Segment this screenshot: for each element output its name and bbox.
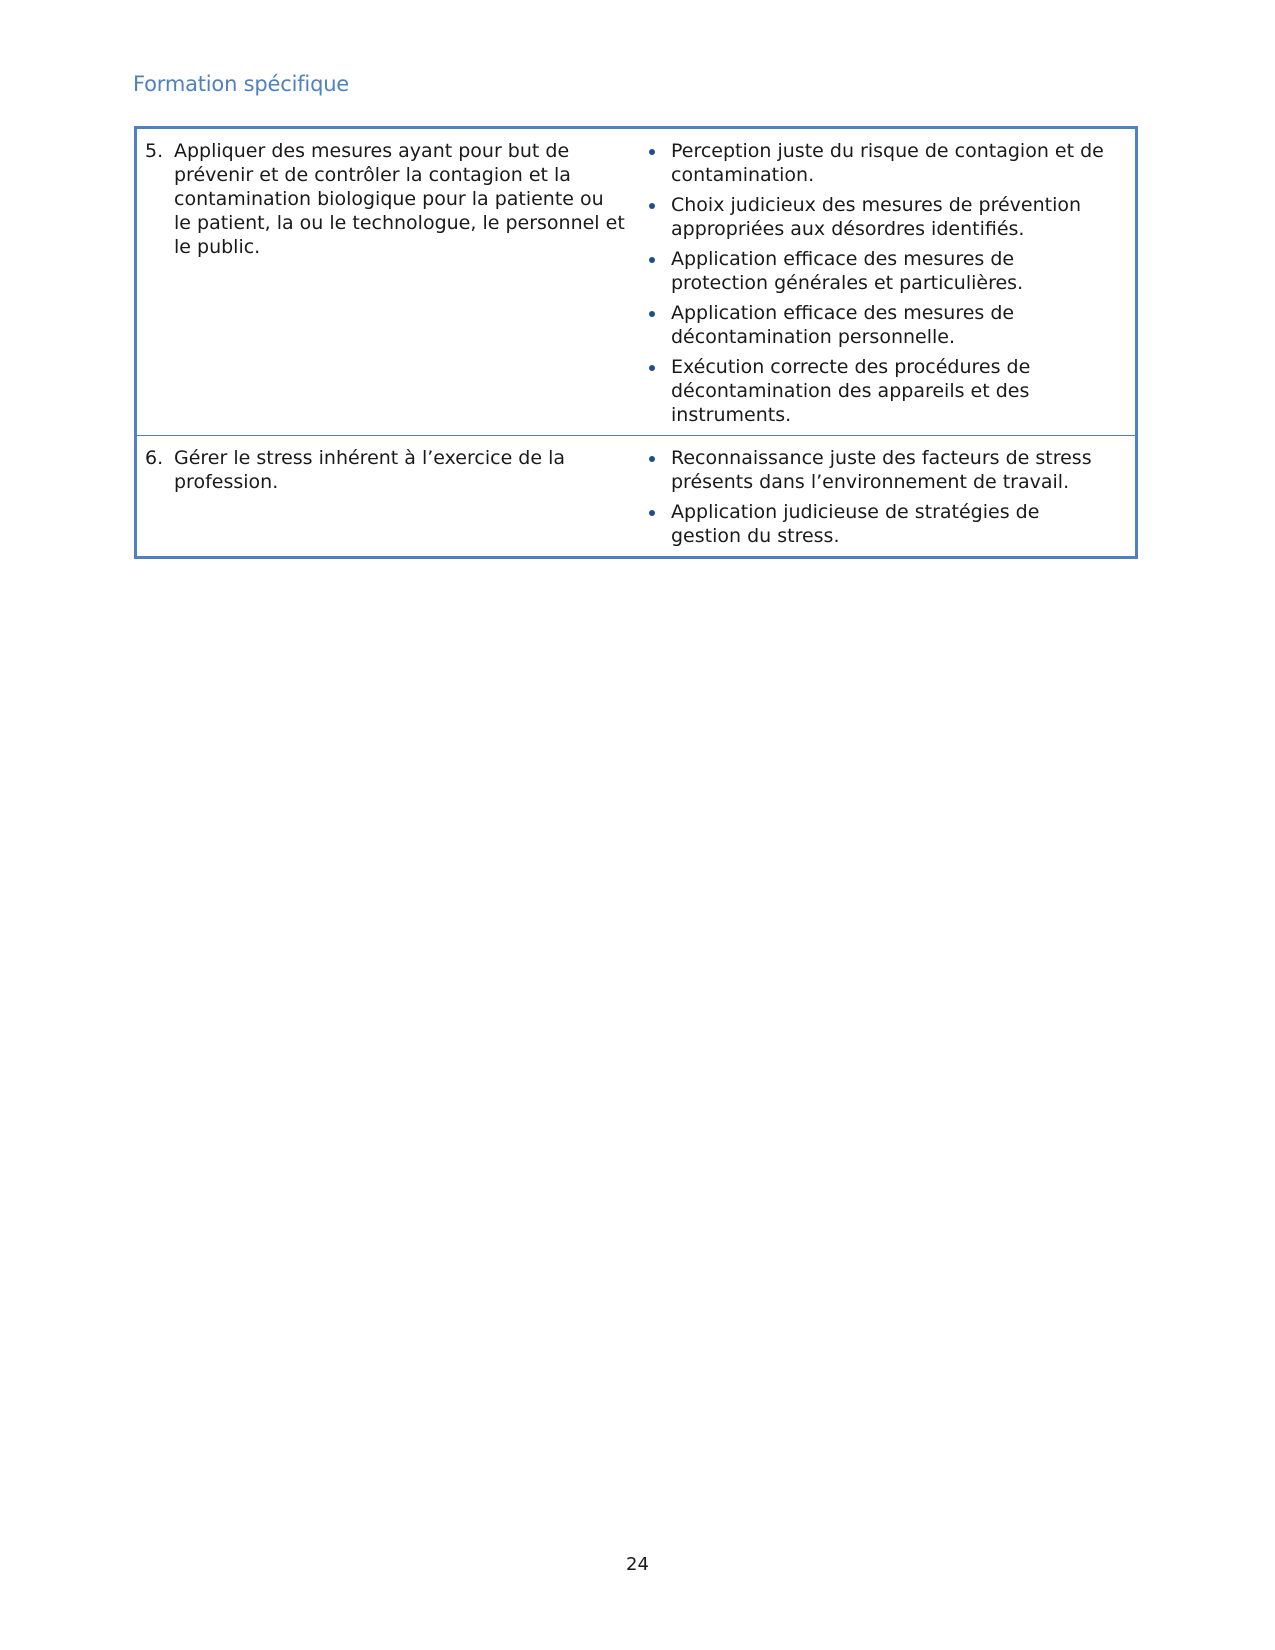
criterion-text: Application efficace des mesures de protection générales et particulières. [671,248,1024,294]
list-item [637,301,1115,349]
bullet-icon [637,446,671,494]
bullet-icon [637,500,671,548]
list-item [637,193,1115,241]
list-item [637,500,1115,548]
table-row [137,129,1135,435]
competence-cell [137,129,637,435]
criterion-text: Application efficace des mesures de décontamination personnelle. [671,302,1015,348]
list-item [637,247,1115,295]
competence-text: Appliquer des mesures ayant pour but de prévenir et de contrôler la contagion et la contamination biologique pour la patiente ou le patient, la ou le technologue, le personnel et le public. [174,140,625,258]
bullet-icon [637,355,671,427]
bullet-icon [637,193,671,241]
competency-table [134,126,1138,559]
criterion-text: Exécution correcte des procédures de décontamination des appareils et des instruments. [671,356,1031,426]
list-item [637,355,1115,427]
competence-number: 6. [145,447,164,469]
criteria-cell [637,129,1135,435]
list-item [637,139,1115,187]
bullet-icon [637,247,671,295]
competence-text: Gérer le stress inhérent à l’exercice de la profession. [174,447,566,493]
criterion-text: Reconnaissance juste des facteurs de stress présents dans l’environnement de travail. [671,447,1092,493]
page-number: 24 [626,1554,649,1575]
section-title: Formation spécifique [133,72,350,96]
table-row [137,435,1135,556]
criterion-text: Choix judicieux des mesures de prévention appropriées aux désordres identifiés. [671,194,1082,240]
bullet-icon [637,139,671,187]
list-item [637,446,1115,494]
competence-number: 5. [145,140,164,162]
criterion-text: Application judicieuse de stratégies de gestion du stress. [671,501,1040,547]
competence-cell [137,436,637,556]
bullet-icon [637,301,671,349]
criteria-cell [637,436,1135,556]
criterion-text: Perception juste du risque de contagion et de contamination. [671,140,1104,186]
